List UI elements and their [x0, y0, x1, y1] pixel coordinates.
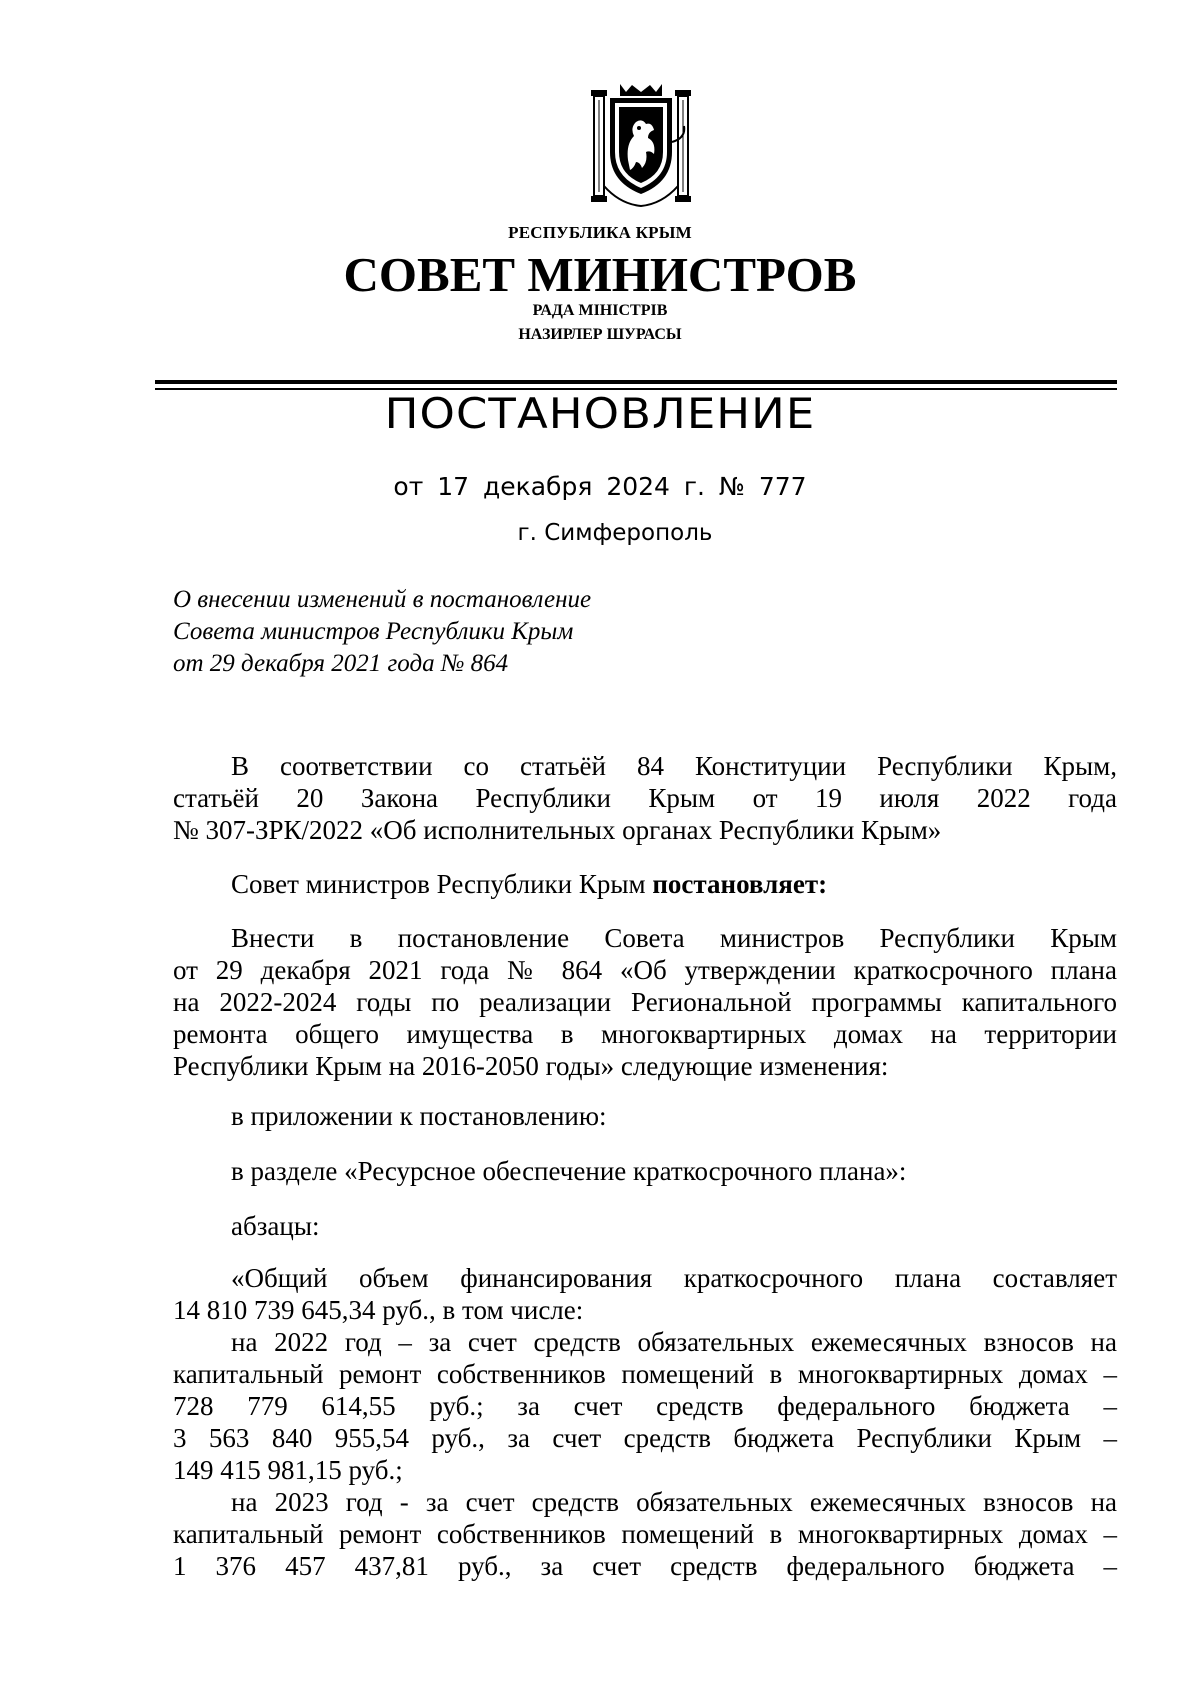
text-line: 1 376 457 437,81 руб., за счет средств федерального бюджета – [173, 1551, 1117, 1581]
text-line: 3 563 840 955,54 руб., за счет средств бюджета Республики Крым – [173, 1423, 1117, 1453]
subject-line: Совета министров Республики Крым [173, 618, 574, 645]
text-line: абзацы: [231, 1211, 320, 1241]
republic-name: РЕСПУБЛИКА КРЫМ [508, 223, 692, 242]
paragraph-appendix [173, 1100, 1117, 1132]
text-line: капитальный ремонт собственников помещений в многоквартирных домах – [173, 1359, 1117, 1389]
document-city: г. Симферополь [517, 520, 713, 546]
text-line: Внести в постановление Совета министров Республики Крым [231, 923, 1117, 953]
text-line: капитальный ремонт собственников помещений в многоквартирных домах – [173, 1519, 1117, 1549]
paragraph-resolves [173, 868, 1117, 900]
text-line: № 307-ЗРК/2022 «Об исполнительных органах Республики Крым» [173, 815, 942, 845]
text-line: 14 810 739 645,34 руб., в том числе: [173, 1295, 584, 1325]
text-line: на 2022 год – за счет средств обязательных ежемесячных взносов на [231, 1327, 1117, 1357]
document-date-number: от 17 декабря 2024 г. № 777 [393, 472, 807, 501]
resolves-prefix: Совет министров Республики Крым [231, 869, 653, 899]
subject-line: О внесении изменений в постановление [173, 586, 592, 613]
resolves-keyword: постановляет: [652, 869, 828, 899]
text-line: статьёй 20 Закона Республики Крым от 19 июля 2022 года [173, 783, 1117, 813]
paragraph-financing [173, 1262, 1117, 1582]
text-line: «Общий объем финансирования краткосрочного плана составляет [231, 1263, 1117, 1293]
text-line: В соответствии со статьёй 84 Конституции Республики Крым, [231, 751, 1117, 781]
document-title: ПОСТАНОВЛЕНИЕ [384, 389, 816, 438]
header-divider [155, 380, 1117, 384]
document-subject [173, 584, 773, 680]
council-name-ukrainian: РАДА МІНІСТРІВ [532, 302, 668, 319]
text-line: от 29 декабря 2021 года № 864 «Об утверждении краткосрочного плана [173, 955, 1117, 985]
council-name: СОВЕТ МИНИСТРОВ [343, 247, 857, 302]
text-line: на 2022-2024 годы по реализации Региональной программы капитального [173, 987, 1117, 1017]
text-line [173, 868, 1117, 900]
text-line: в приложении к постановлению: [231, 1101, 607, 1131]
crimea-coat-of-arms-icon [590, 82, 692, 210]
paragraph-amendment [173, 922, 1117, 1082]
paragraph-legal-basis [173, 750, 1117, 846]
text-line: 149 415 981,15 руб.; [173, 1455, 403, 1485]
text-line: на 2023 год - за счет средств обязательных ежемесячных взносов на [231, 1487, 1117, 1517]
council-name-crimean-tatar: НАЗИРЛЕР ШУРАСЫ [518, 326, 682, 343]
subject-line: от 29 декабря 2021 года № 864 [173, 650, 509, 677]
text-line: ремонта общего имущества в многоквартирных домах на территории [173, 1019, 1117, 1049]
text-line: в разделе «Ресурсное обеспечение краткосрочного плана»: [231, 1156, 907, 1186]
paragraph-section [173, 1155, 1117, 1187]
paragraph-paragraphs [173, 1210, 1117, 1242]
text-line: 728 779 614,55 руб.; за счет средств федерального бюджета – [173, 1391, 1117, 1421]
text-line: Республики Крым на 2016-2050 годы» следующие изменения: [173, 1051, 889, 1081]
